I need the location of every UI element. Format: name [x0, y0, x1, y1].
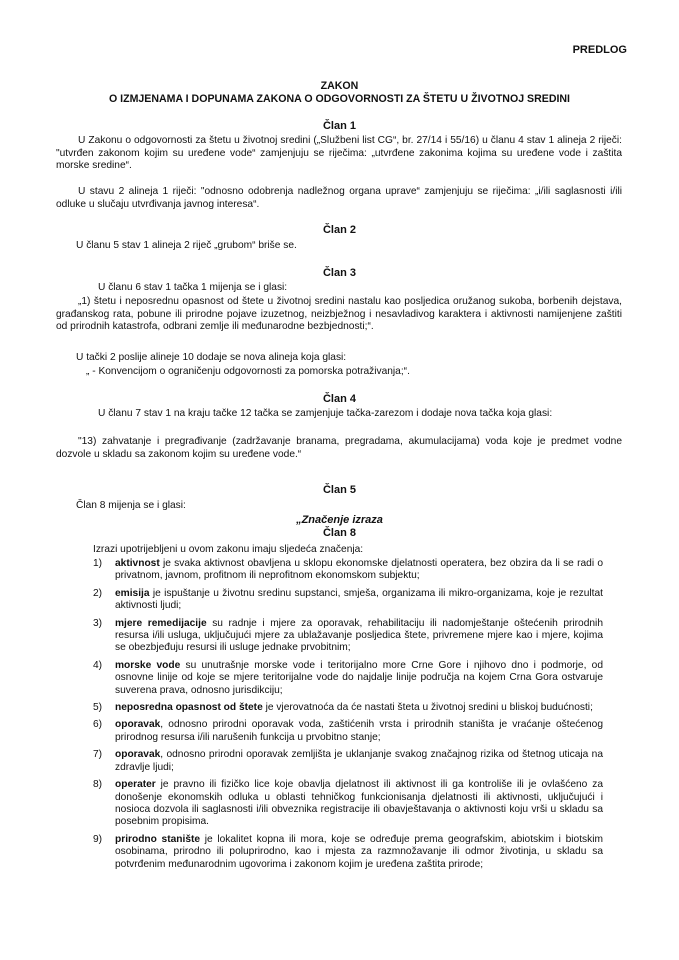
definition-term: neposredna opasnost od štete	[115, 702, 263, 714]
list-item: 5) neposredna opasnost od štete je vjerovatnoća da će nastati šteta u životnoj sredini u bliskoj budućnosti;	[93, 702, 593, 714]
list-item: 4) morske vode su unutrašnje morske vode i teritorijalno more Crne Gore i njihovo dno i podmorje, od osnovne linije od koje se mjere teritorijalne vode do najdalje linije područja na kojem Crna Gora ostvaruje suverena prava, odnosno jurisdikciju;	[93, 659, 603, 696]
definitions-list	[93, 558, 603, 876]
article-5-paragraph-1: Član 8 mijenja se i glasi:	[76, 500, 186, 511]
definitions-title: „Značenje izraza	[296, 514, 383, 526]
list-item: 8) operater je pravno ili fizičko lice koje obavlja djelatnost ili aktivnost ili ga kontroliše ili je ovlašćeno za donošenje ekonomskih odluka u oblasti tehničkog funkcionisanja djelatnosti ili aktivnosti, uključujući i nosioca dozvola ili saglasnosti i/ili obveznika registracije ili obavještavanja o aktivnosti koju vrši u skladu sa posebnim propisima.	[93, 779, 603, 828]
article-2-paragraph-1: U članu 5 stav 1 alineja 2 riječ „grubom“ briše se.	[76, 240, 297, 251]
definition-term: morske vode	[115, 659, 181, 671]
article-3-paragraph-2: „1) štetu i neposrednu opasnost od štete u životnoj sredini nastalu kao posljedica oružanog sukoba, borbenih dejstava, građanskog rata, pobune ili prirodne pojave izuzetnog, neizbježnog i nesavladivog karaktera i aktivnosti namijenjene zaštiti od prirodnih katastrofa, odbrani zemlje ili međunarodne bezbjednosti;“.	[56, 296, 622, 333]
article-3-heading: Član 3	[322, 267, 356, 279]
article-1-paragraph-1: U Zakonu o odgovornosti za štetu u životnoj sredini („Službeni list CG“, br. 27/14 i 55/16) u članu 4 stav 1 alineja 2 riječi: "utvrđen zakonom kojim su uređene vode“ zamjenjuju se riječima: „utvrđene zakonima kojima su uređene vode i zaštita morske sredine“.	[56, 135, 622, 172]
list-item: 9) prirodno stanište je lokalitet kopna ili mora, koje se određuje prema geografskim, abiotskim i biotskim osobinama, prirodno ili poluprirodno, kao i mjesta za razmnožavanje ili odmor životinja, u skladu sa potvrđenim međunarodnim ugovorima i zakonom kojim je uređena zaštita prirode;	[93, 833, 603, 870]
article-2-heading: Član 2	[322, 224, 356, 236]
definition-term: operater	[115, 779, 156, 791]
predlog-label: PREDLOG	[572, 44, 627, 56]
list-item: 2) emisija je ispuštanje u životnu sredinu supstanci, smješa, organizama ili mikro-organizama, koje je rezultat aktivnosti ljudi;	[93, 587, 603, 612]
article-3-paragraph-3: U tački 2 poslije alineje 10 dodaje se nova alineja koja glasi:	[76, 352, 347, 363]
article-3-paragraph-4: „ - Konvencijom o ograničenju odgovornosti za pomorska potraživanja;“.	[86, 366, 410, 377]
definition-term: prirodno stanište	[115, 833, 201, 845]
definition-term: aktivnost	[115, 558, 160, 569]
definition-term: oporavak	[115, 749, 161, 761]
article-4-paragraph-2: "13) zahvatanje i pregrađivanje (zadržavanje branama, pregradama, akumulacijama) voda koje je predmet vodne dozvole u skladu sa zakonom kojim su uređene vode.“	[56, 436, 622, 460]
law-subtitle: O IZMJENAMA I DOPUNAMA ZAKONA O ODGOVORNOSTI ZA ŠTETU U ŽIVOTNOJ SREDINI	[108, 93, 571, 105]
definition-term: oporavak	[115, 719, 161, 731]
law-title: ZAKON	[320, 80, 359, 92]
list-item: 3) mjere remedijacije su radnje i mjere za oporavak, rehabilitaciju ili nadomještanje oštećenih prirodnih resursa i/ili usluga, uključujući mjere za ublažavanje posljedica štete, privremene mjere kao i mjere, kojima se obezbjeđuju resursi ili usluge jednake prvobitnim;	[93, 617, 603, 654]
article-4-heading: Član 4	[322, 393, 356, 405]
article-3-paragraph-1: U članu 6 stav 1 tačka 1 mijenja se i glasi:	[98, 282, 288, 293]
list-item: 1) aktivnost je svaka aktivnost obavljena u sklopu ekonomske djelatnosti operatera, bez obzira da li se radi o privatnom, javnom, profitnom ili neprofitnom ekonomskom subjektu;	[93, 558, 603, 582]
article-8-heading: Član 8	[322, 527, 356, 539]
article-1-heading: Član 1	[322, 120, 356, 132]
article-4-paragraph-1: U članu 7 stav 1 na kraju tačke 12 tačka se zamjenjuje tačka-zarezom i dodaje nova tačka koja glasi:	[98, 408, 553, 419]
article-1-paragraph-2: U stavu 2 alineja 1 riječi: "odnosno odobrenja nadležnog organa uprave“ zamjenjuju se riječima: „i/ili saglasnosti i/ili odluke u slučaju utvrđivanja javnog interesa“.	[56, 186, 622, 210]
list-item: 6) oporavak, odnosno prirodni oporavak voda, zaštićenih vrsta i prirodnih staništa je vraćanje oštećenog prirodnog resursa i/ili narušenih funkcija u prvobitno stanje;	[93, 719, 603, 743]
definition-term: emisija	[115, 587, 150, 599]
definitions-intro: Izrazi upotrijebljeni u ovom zakonu imaju sljedeća značenja:	[93, 544, 364, 555]
definition-term: mjere remedijacije	[115, 617, 207, 629]
list-item: 7) oporavak, odnosno prirodni oporavak zemljišta je uklanjanje svakog značajnog rizika od štetnog uticaja na zdravlje ljudi;	[93, 749, 603, 773]
article-5-heading: Član 5	[322, 484, 356, 496]
